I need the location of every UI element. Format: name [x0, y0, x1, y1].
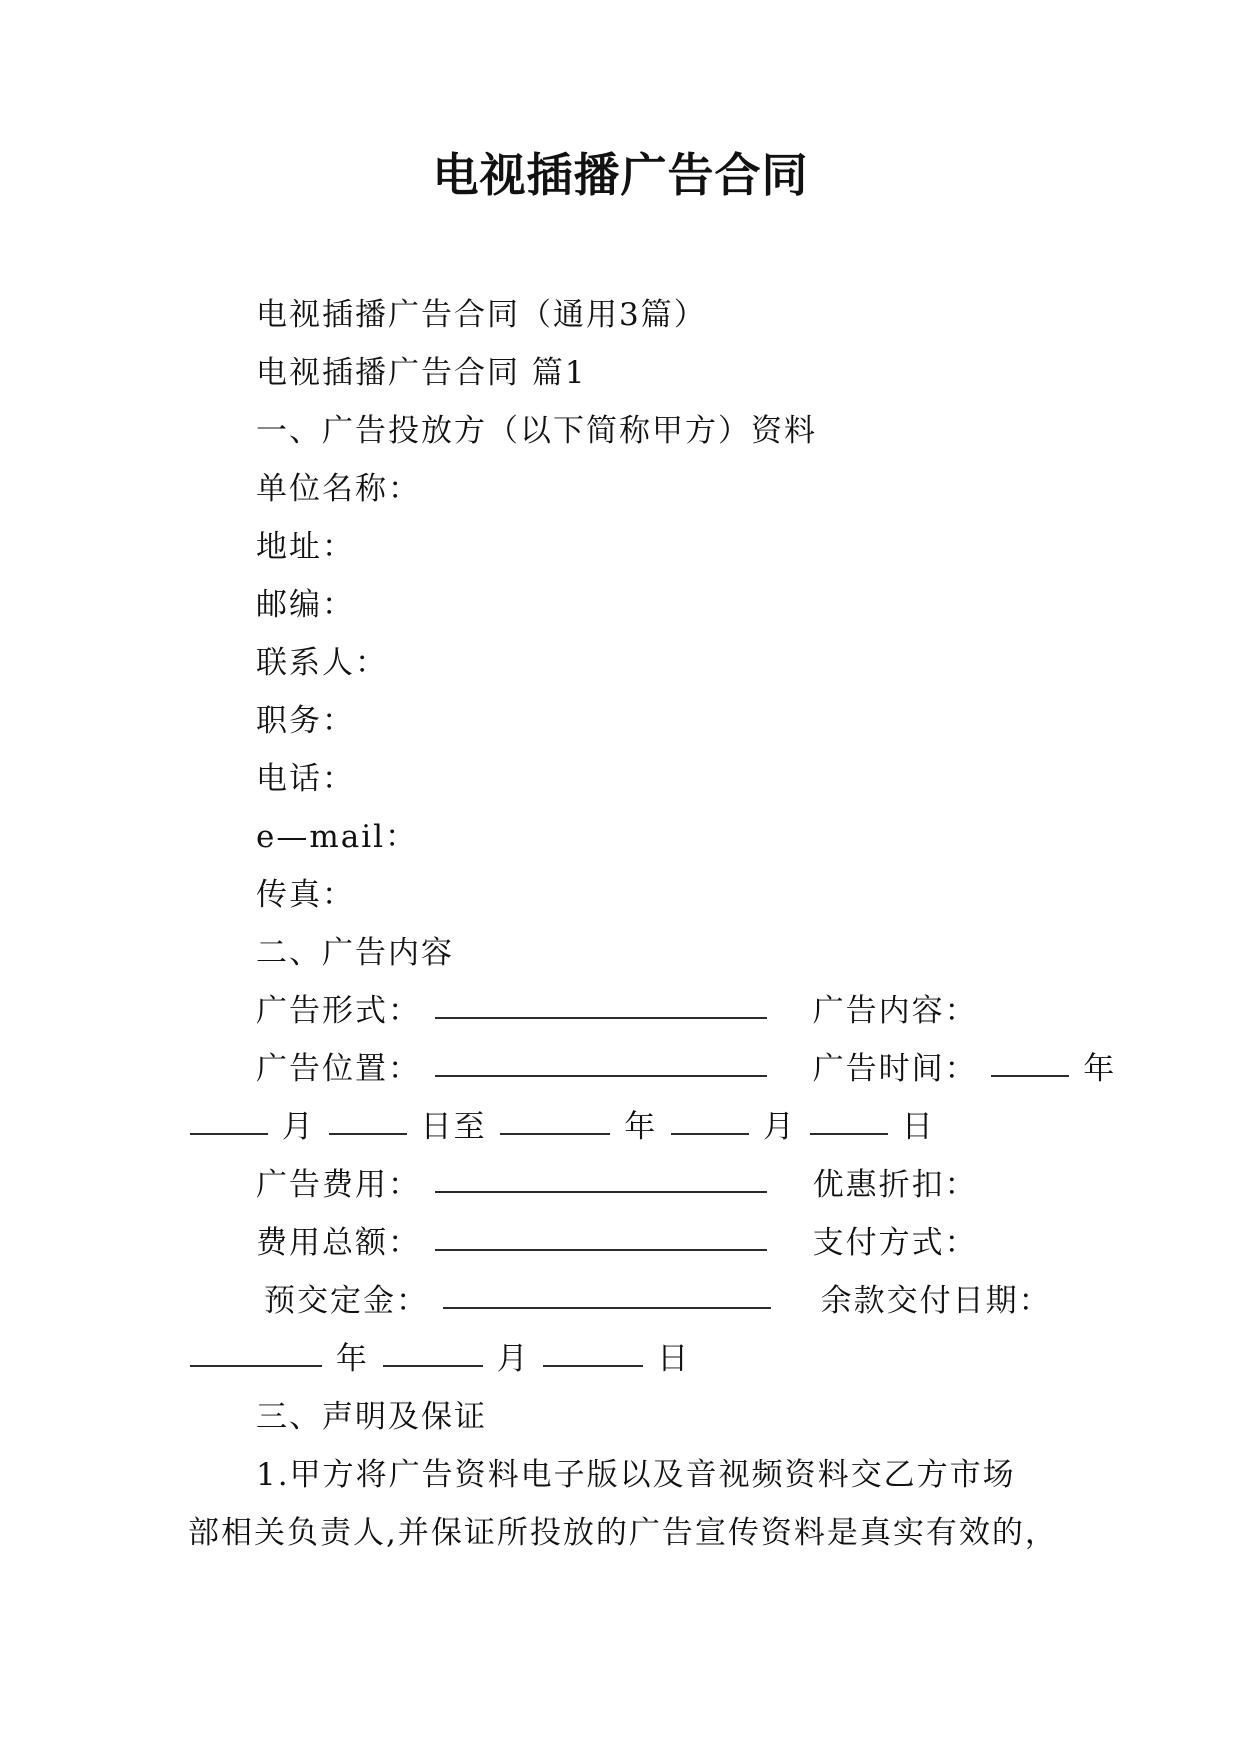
line-10 — [188, 808, 1053, 866]
year-label-3: 年 — [335, 1341, 369, 1377]
day-label-2: 日 — [901, 1109, 935, 1145]
line-18 — [188, 1272, 1053, 1330]
year-blank-3 — [190, 1331, 322, 1367]
month-blank-3 — [383, 1331, 483, 1367]
text-line-6: 邮编： — [256, 587, 355, 623]
deposit-blank — [443, 1273, 771, 1309]
line-4 — [188, 460, 1053, 518]
line-21 — [188, 1446, 1053, 1504]
line-14 — [188, 1040, 1117, 1098]
day-label-3: 日 — [657, 1341, 691, 1377]
line-16 — [188, 1156, 1053, 1214]
ad-position-blank — [435, 1041, 767, 1077]
day-to-label: 日至 — [420, 1109, 487, 1145]
month-label-2: 月 — [763, 1109, 797, 1145]
ad-fee-blank — [435, 1157, 767, 1193]
line-2 — [188, 344, 1053, 402]
ad-format-label: 广告形式： — [256, 993, 421, 1029]
month-blank-1 — [190, 1099, 268, 1135]
line-11 — [188, 866, 1053, 924]
text-line-2: 电视插播广告合同 篇1 — [256, 355, 587, 391]
text-line-5: 地址： — [256, 529, 355, 565]
line-6 — [188, 576, 1053, 634]
ad-format-blank — [435, 983, 767, 1019]
text-line-10: e—mail： — [256, 819, 419, 855]
discount-label: 优惠折扣： — [812, 1167, 978, 1203]
text-line-1: 电视插播广告合同（通用3篇） — [256, 297, 707, 333]
text-line-22: 部相关负责人,并保证所投放的广告宣传资料是真实有效的， — [188, 1515, 1058, 1551]
ad-time-label: 广告时间： — [812, 1051, 978, 1087]
line-7 — [188, 634, 1053, 692]
line-22 — [188, 1504, 1058, 1562]
ad-fee-label: 广告费用： — [256, 1167, 421, 1203]
line-3 — [188, 402, 1053, 460]
line-12 — [188, 924, 1053, 982]
deposit-label: 预交定金： — [264, 1283, 429, 1319]
text-line-4: 单位名称： — [256, 471, 421, 507]
payment-method-label: 支付方式： — [812, 1225, 978, 1261]
text-line-21: 1.甲方将广告资料电子版以及音视频资料交乙方市场 — [256, 1457, 1016, 1493]
day-blank-2 — [810, 1099, 888, 1135]
line-19 — [188, 1330, 1053, 1388]
ad-content-label: 广告内容： — [812, 993, 978, 1029]
day-blank-1 — [329, 1099, 407, 1135]
line-15 — [188, 1098, 1053, 1156]
text-line-11: 传真： — [256, 877, 355, 913]
line-1 — [188, 286, 1053, 344]
document-title: 电视插播广告合同 — [432, 148, 809, 202]
text-line-9: 电话： — [256, 761, 355, 797]
ad-position-label: 广告位置： — [256, 1051, 421, 1087]
text-line-12: 二、广告内容 — [256, 935, 454, 971]
month-label-1: 月 — [281, 1109, 315, 1145]
line-17 — [188, 1214, 1053, 1272]
ad-time-year-blank — [991, 1041, 1069, 1077]
text-line-7: 联系人： — [256, 645, 388, 681]
balance-date-label: 余款交付日期： — [820, 1283, 1052, 1319]
text-line-3: 一、广告投放方（以下简称甲方）资料 — [256, 413, 817, 449]
year-label-2: 年 — [624, 1109, 658, 1145]
text-line-20: 三、声明及保证 — [256, 1399, 487, 1435]
line-13 — [188, 982, 1053, 1040]
total-fee-label: 费用总额： — [256, 1225, 421, 1261]
day-blank-3 — [543, 1331, 643, 1367]
line-20 — [188, 1388, 1053, 1446]
line-8 — [188, 692, 1053, 750]
text-line-8: 职务： — [256, 703, 355, 739]
line-9 — [188, 750, 1053, 808]
ad-time-year-unit: 年 — [1083, 1051, 1117, 1087]
document-content — [188, 286, 1117, 1562]
month-label-3: 月 — [496, 1341, 530, 1377]
line-5 — [188, 518, 1053, 576]
month-blank-2 — [671, 1099, 749, 1135]
total-fee-blank — [435, 1215, 767, 1251]
year-blank-2 — [500, 1099, 610, 1135]
